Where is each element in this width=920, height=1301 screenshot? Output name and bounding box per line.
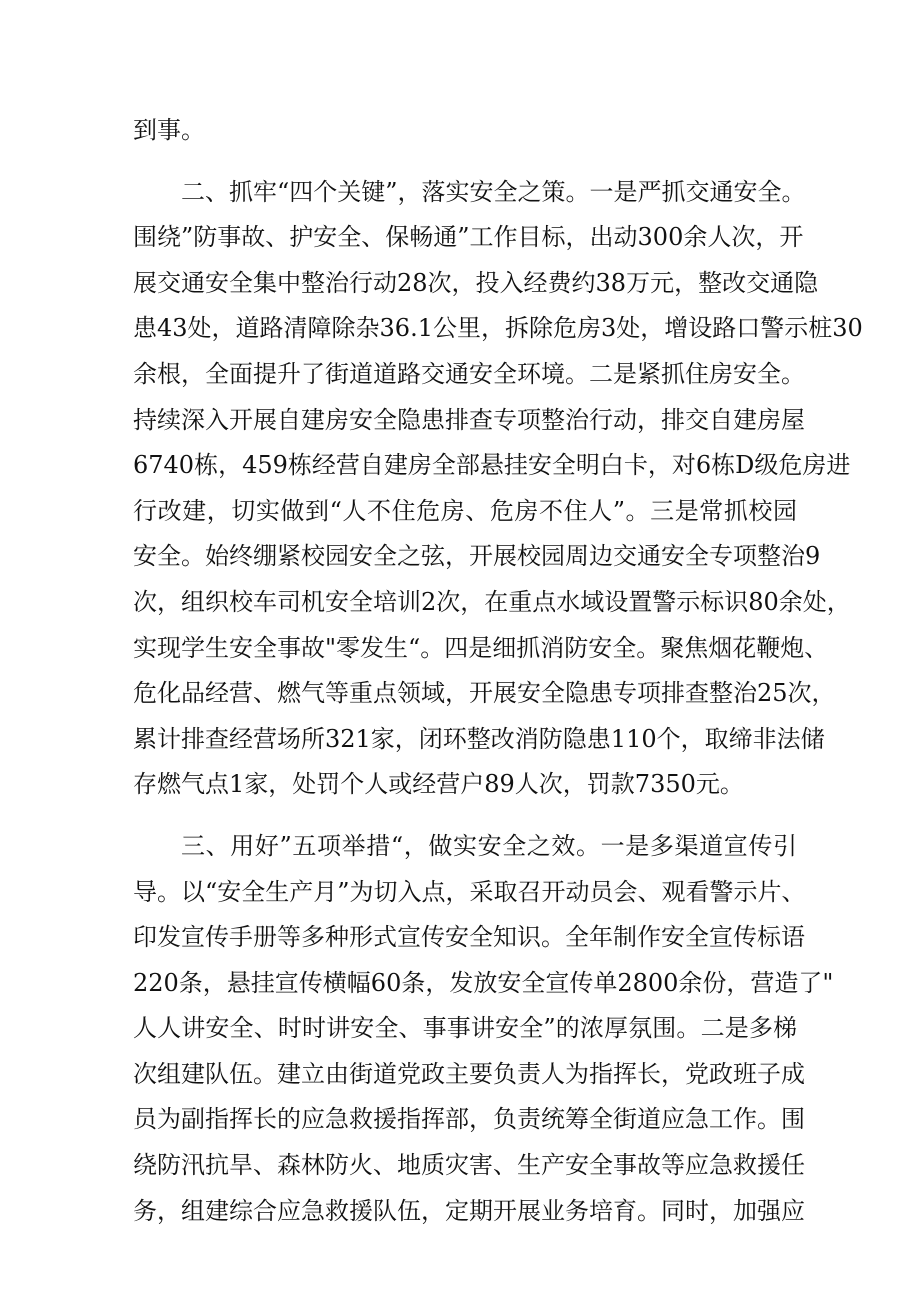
text-line: 绕防汛抗旱、森林防火、地质灾害、生产安全事故等应急救援任 bbox=[133, 1151, 805, 1180]
text-line: 员为副指挥长的应急救援指挥部，负责统筹全街道应急工作。围 bbox=[133, 1105, 805, 1134]
paragraph bbox=[133, 824, 834, 1234]
text-line: 次组建队伍。建立由街道党政主要负责人为指挥长，党政班子成 bbox=[133, 1059, 805, 1088]
text-line: 患43处，道路清障除杂36.1公里，拆除危房3处，增设路口警示桩30 bbox=[133, 314, 863, 343]
document-body bbox=[133, 108, 863, 1234]
text-line: 围绕”防事故、护安全、保畅通”工作目标，出动300余人次，开 bbox=[133, 223, 804, 252]
text-line: 危化品经营、燃气等重点领域，开展安全隐患专项排查整治25次， bbox=[133, 679, 836, 708]
text-line: 安全。始终绷紧校园安全之弦，开展校园周边交通安全专项整治9 bbox=[133, 542, 821, 571]
text-line: 到事。 bbox=[133, 116, 205, 144]
text-line: 行改建，切实做到“人不住危房、危房不住人”。三是常抓校园 bbox=[133, 496, 797, 525]
text-line: 余根，全面提升了街道道路交通安全环境。二是紧抓住房安全。 bbox=[133, 359, 805, 388]
text-line: 220条，悬挂宣传横幅60条，发放安全宣传单2800余份，营造了" bbox=[133, 968, 834, 997]
text-line: 务，组建综合应急救援队伍，定期开展业务培育。同时，加强应 bbox=[133, 1196, 805, 1225]
text-line: 导。以“安全生产月”为切入点，采取召开动员会、观看警示片、 bbox=[133, 877, 806, 906]
text-line: 实现学生安全事故"零发生“。四是细抓消防安全。聚焦烟花鞭炮、 bbox=[133, 633, 829, 662]
text-line: 存燃气点1家，处罚个人或经营户89人次，罚款7350元。 bbox=[133, 770, 744, 799]
text-line: 次，组织校车司机安全培训2次，在重点水域设置警示标识80余处， bbox=[133, 587, 851, 616]
text-line: 累计排查经营场所321家，闭环整改消防隐患110个，取缔非法储 bbox=[133, 724, 825, 753]
text-line: 6740栋，459栋经营自建房全部悬挂安全明白卡，对6栋D级危房进 bbox=[133, 451, 851, 480]
text-line: 展交通安全集中整治行动28次，投入经费约38万元，整改交通隐 bbox=[133, 268, 819, 297]
text-line: 印发宣传手册等多种形式宣传安全知识。全年制作安全宣传标语 bbox=[133, 923, 805, 952]
text-line: 二、抓牢“四个关键”，落实安全之策。一是严抓交通安全。 bbox=[181, 177, 806, 206]
text-line: 人人讲安全、时时讲安全、事事讲安全”的浓厚氛围。二是多梯 bbox=[133, 1014, 797, 1043]
text-line: 持续深入开展自建房安全隐患排查专项整治行动，排交自建房屋 bbox=[133, 405, 805, 434]
paragraph bbox=[133, 170, 863, 808]
text-line: 三、用好”五项举措“，做实安全之效。一是多渠道宣传引 bbox=[181, 831, 797, 860]
paragraph bbox=[133, 108, 797, 154]
